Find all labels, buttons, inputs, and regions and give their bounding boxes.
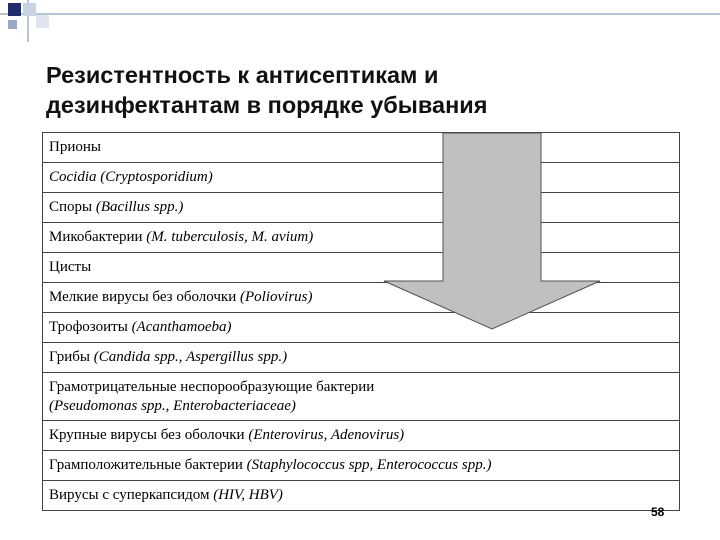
- table-row: [43, 283, 680, 313]
- slide-title-line-1: Резистентность к антисептикам и: [46, 62, 439, 88]
- table-row: [43, 313, 680, 343]
- row-latin-name: (Staphylococcus spp, Enterococcus spp.): [246, 457, 492, 473]
- table-row: [43, 343, 680, 373]
- row-latin-name: (M. tuberculosis, M. avium): [146, 229, 314, 245]
- slide-title-line-2: дезинфектантам в порядке убывания: [46, 92, 488, 118]
- row-label: Грамположительные бактерии: [49, 457, 247, 473]
- table-cell: [43, 223, 680, 253]
- row-label: Споры: [49, 199, 96, 215]
- table-cell: [43, 373, 680, 421]
- row-label: Грибы: [49, 349, 94, 365]
- page-number: 58: [651, 505, 665, 519]
- table-cell: [43, 343, 680, 373]
- table-row: [43, 481, 680, 511]
- row-label: Крупные вирусы без оболочки: [49, 427, 249, 443]
- row-label: Цисты: [49, 259, 92, 275]
- row-label: Прионы: [49, 139, 101, 155]
- table-cell: [43, 451, 680, 481]
- table-row: [43, 373, 680, 421]
- row-latin-name: Cocidia (Cryptosporidium): [49, 169, 213, 185]
- row-latin-name: (Pseudomonas spp., Enterobacteriaceae): [49, 397, 296, 414]
- table-cell: [43, 421, 680, 451]
- table-row: [43, 421, 680, 451]
- table-cell: [43, 481, 680, 511]
- resistance-table-body: [43, 133, 680, 511]
- table-cell: [43, 163, 680, 193]
- row-latin-name: (Candida spp., Aspergillus spp.): [93, 349, 288, 365]
- table-cell: [43, 283, 680, 313]
- row-label: Вирусы с суперкапсидом: [49, 487, 214, 503]
- table-cell: [43, 193, 680, 223]
- row-label: Грамотрицательные неспорообразующие бактерии: [49, 378, 375, 395]
- table-row: [43, 163, 680, 193]
- table-row: [43, 223, 680, 253]
- table-row: [43, 193, 680, 223]
- row-latin-name: (Bacillus spp.): [95, 199, 184, 215]
- decor-horizontal-line: [0, 13, 720, 15]
- table-cell: [43, 253, 680, 283]
- decor-square-light: [23, 3, 36, 16]
- slide-title: [46, 60, 686, 120]
- row-latin-name: (Acanthamoeba): [131, 319, 232, 335]
- row-latin-name: (Poliovirus): [240, 289, 313, 305]
- table-cell: [43, 133, 680, 163]
- resistance-table: [42, 132, 680, 511]
- table-cell: [43, 313, 680, 343]
- table-row: [43, 133, 680, 163]
- row-label: Трофозоиты: [49, 319, 132, 335]
- table-row: [43, 451, 680, 481]
- decor-square-navy: [8, 3, 21, 16]
- row-latin-name: (HIV, HBV): [213, 487, 283, 503]
- row-label: Мелкие вирусы без оболочки: [49, 289, 240, 305]
- decor-square-pale: [36, 15, 49, 28]
- table-row: [43, 253, 680, 283]
- row-label: Микобактерии: [49, 229, 147, 245]
- row-latin-name: (Enterovirus, Adenovirus): [248, 427, 405, 443]
- decor-square-small: [8, 20, 17, 29]
